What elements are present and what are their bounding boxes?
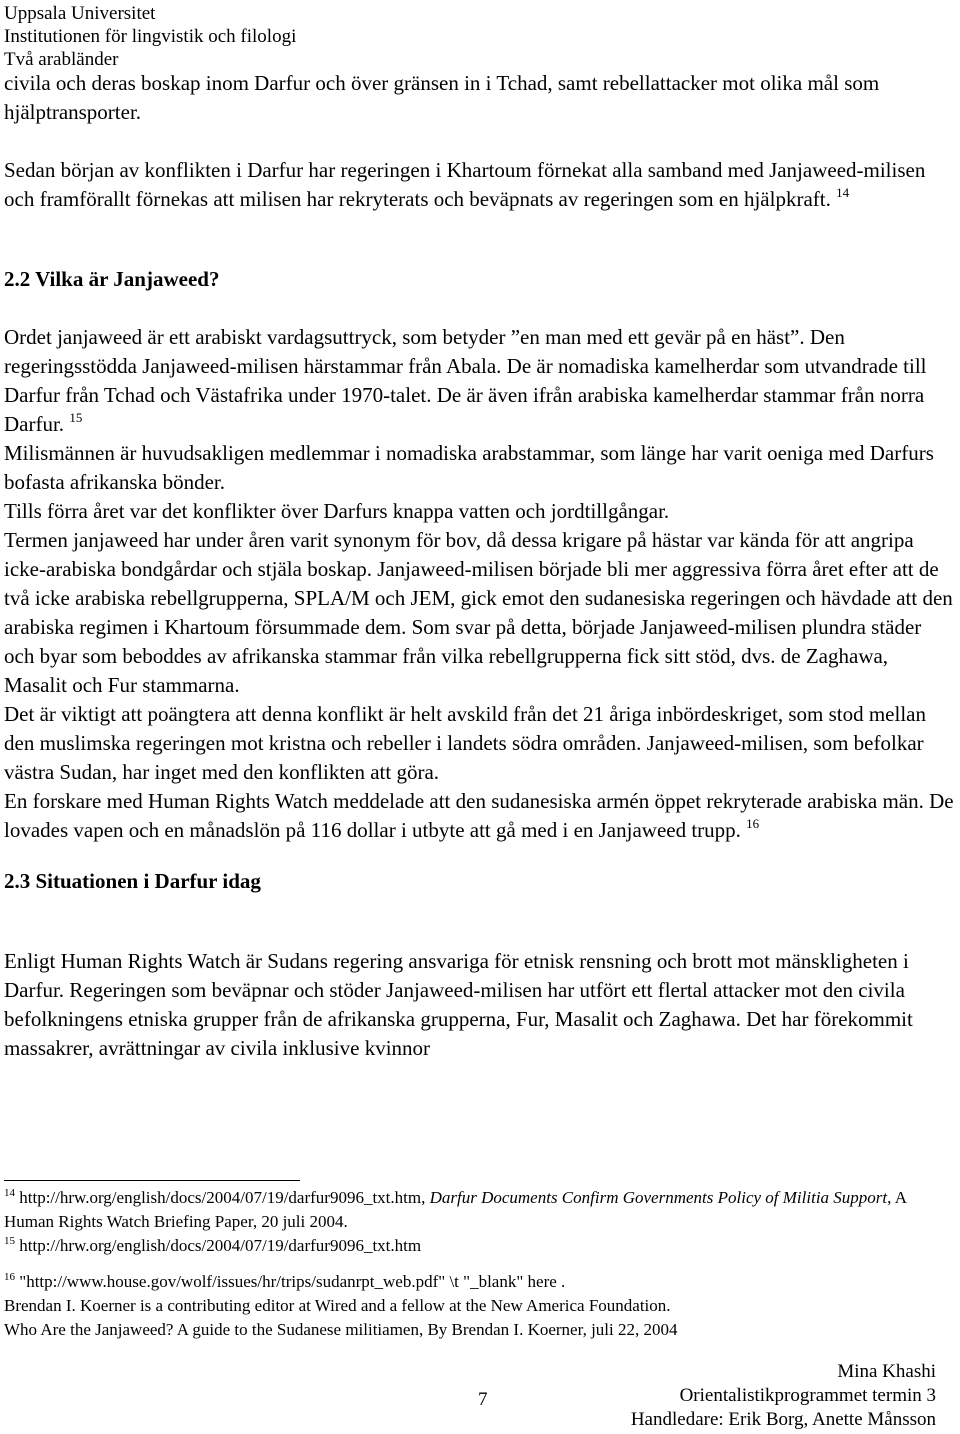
section-2-2-paragraph-4: Termen janjaweed har under åren varit synonym för bov, då dessa krigare på hästar var kända för att angripa icke-arabiska bondgårdar och stjäla boskap. Janjaweed-milisen började bli mer aggressiva förra året efter att de två icke arabiska rebellgrupperna, SPLA/M och JEM, gick emot den sudanesiska regeringen och hävdade att den arabiska regimen i Khartoum försummade dem. Som svar på detta, började Janjaweed-milisen plundra städer och byar som beboddes av afrikanska stammar från vilka rebellgrupperna fick sitt stöd, dvs. de Zaghawa, Masalit och Fur stammarna. [4, 528, 953, 697]
footnote-separator [4, 1180, 300, 1181]
intro-paragraph-2-text: Sedan början av konflikten i Darfur har regeringen i Khartoum förnekat alla samband med Janjaweed-milisen och framförallt förnekas att milisen har rekryterats och beväpnats av regeringen som en hjälpkraft. [4, 158, 926, 211]
document-body [4, 69, 954, 1063]
footnotes [4, 1186, 954, 1342]
footnote-16-source: Who Are the Janjaweed? A guide to the Sudanese militiamen, By Brendan I. Koerner, juli 22, 2004 [4, 1320, 678, 1339]
footnote-ref-16[interactable]: 16 [746, 816, 760, 831]
footnote-14-title: Darfur Documents Confirm Governments Policy of Militia Support [429, 1188, 888, 1207]
section-2-2-paragraph-2: Milismännen är huvudsakligen medlemmar i nomadiska arabstammar, som länge har varit oeniga med Darfurs bofasta afrikanska bönder. [4, 441, 934, 494]
page-header [4, 2, 296, 71]
section-2-3-paragraph-1: Enligt Human Rights Watch är Sudans regering ansvariga för etnisk rensning och brott mot mänskligheten i Darfur. Regeringen som beväpnar och stöder Janjaweed-milisen har utfört ett flertal attacker mot den civila befolkningens etniska grupper från de afrikanska grupperna, Fur, Masalit och Zaghawa. Det har förekommit massakrer, avrättningar av civila inklusive kvinnor [4, 949, 913, 1060]
footnote-15-number: 15 [4, 1235, 15, 1247]
footer-author: Mina Khashi [837, 1361, 936, 1382]
section-heading-2-2: 2.2 Vilka är Janjaweed? [4, 267, 220, 291]
footer-program: Orientalistikprogrammet termin 3 [679, 1385, 936, 1406]
section-2-2-paragraph-5: Det är viktigt att poängtera att denna konflikt är helt avskild från det 21 åriga inbördeskriget, som stod mellan den muslimska regeringen mot kristna och rebeller i landets södra områden. Janjaweed-milisen, som befolkar västra Sudan, har inget med den konflikten att göra. [4, 702, 926, 784]
intro-paragraph-2 [4, 156, 954, 214]
section-2-2-text-1: Ordet janjaweed är ett arabiskt vardagsuttryck, som betyder ”en man med ett gevär på en häst”. Den regeringsstödda Janjaweed-milisen härstammar från Abala. De är nomadiska kamelherdar som utvandrade till Darfur från Tchad och Västafrika under 1970-talet. De är även ifrån arabiska kamelherdar stammar från norra Darfur. [4, 325, 927, 436]
footnote-15-url[interactable]: http://hrw.org/english/docs/2004/07/19/darfur9096_txt.htm [19, 1236, 422, 1255]
footnote-16-link[interactable]: "http://www.house.gov/wolf/issues/hr/trips/sudanrpt_web.pdf" \t "_blank" here . [19, 1272, 566, 1291]
header-university: Uppsala Universitet [4, 3, 156, 24]
footnote-15 [4, 1234, 954, 1258]
footnote-14 [4, 1186, 954, 1234]
section-2-2-text-6: En forskare med Human Rights Watch meddelade att den sudanesiska armén öppet rekryterade arabiska män. De lovades vapen och en månadslön på 116 dollar i utbyte att gå med i en Janjaweed trupp. [4, 789, 954, 842]
footer-author-block [631, 1360, 936, 1432]
footnote-14-url[interactable]: http://hrw.org/english/docs/2004/07/19/darfur9096_txt.htm, [19, 1188, 426, 1207]
section-heading-2-3: 2.3 Situationen i Darfur idag [4, 869, 261, 893]
footnote-ref-14[interactable]: 14 [836, 185, 850, 200]
footnote-16-author-note: Brendan I. Koerner is a contributing editor at Wired and a fellow at the New America Foundation. [4, 1296, 671, 1315]
footnote-16-number: 16 [4, 1271, 15, 1283]
section-2-2-paragraph-3: Tills förra året var det konflikter över Darfurs knappa vatten och jordtillgångar. [4, 499, 670, 523]
footnote-ref-15[interactable]: 15 [69, 410, 83, 425]
header-course: Två arabländer [4, 49, 119, 70]
intro-paragraph-1: civila och deras boskap inom Darfur och över gränsen in i Tchad, samt rebellattacker mot olika mål som hjälptransporter. [4, 71, 880, 124]
footer-supervisors: Handledare: Erik Borg, Anette Månsson [630, 1409, 936, 1430]
section-2-2-paragraph-6 [4, 787, 954, 845]
footnote-14-number: 14 [4, 1187, 15, 1199]
footnote-14-rest: , A Human Rights Watch Briefing Paper, 20 juli 2004. [4, 1188, 907, 1231]
footnote-16 [4, 1270, 954, 1294]
page-number: 7 [478, 1389, 488, 1410]
section-2-2-paragraph-1 [4, 323, 954, 439]
header-institution: Institutionen för lingvistik och filologi [4, 26, 297, 47]
